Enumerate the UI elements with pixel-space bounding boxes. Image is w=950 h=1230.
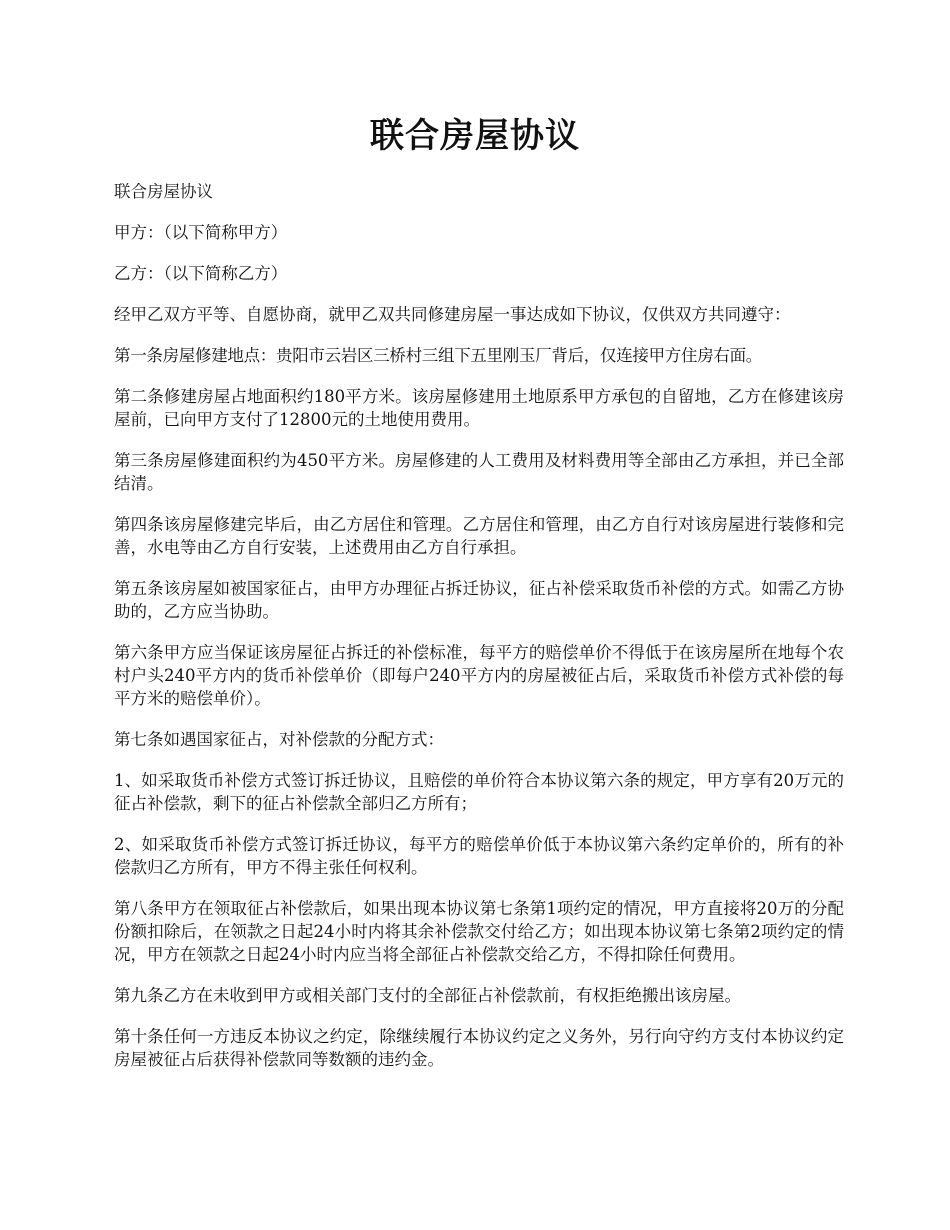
paragraph-heading: 联合房屋协议 — [114, 182, 213, 201]
paragraph-article-9: 第九条乙方在未收到甲方或相关部门支付的全部征占补偿款前，有权拒绝搬出该房屋。 — [114, 986, 741, 1005]
paragraph-preamble: 经甲乙双方平等、自愿协商，就甲乙双共同修建房屋一事达成如下协议，仅供双方共同遵守： — [114, 305, 791, 324]
paragraph-article-1: 第一条房屋修建地点：贵阳市云岩区三桥村三组下五里刚玉厂背后，仅连接甲方住房右面。 — [114, 346, 763, 365]
paragraph-article-4: 第四条该房屋修建完毕后，由乙方居住和管理。乙方居住和管理，由乙方自行对该房屋进行装修和完善，水电等由乙方自行安装，上述费用由乙方自行承担。 — [114, 515, 844, 557]
document-body — [114, 180, 844, 1089]
paragraph-article-3: 第三条房屋修建面积约为450平方米。房屋修建的人工费用及材料费用等全部由乙方承担，并已全部结清。 — [114, 451, 844, 493]
paragraph-article-2: 第二条修建房屋占地面积约180平方米。该房屋修建用土地原系甲方承包的自留地，乙方在修建该房屋前，已向甲方支付了12800元的土地使用费用。 — [114, 387, 844, 429]
paragraph-article-7: 第七条如遇国家征占，对补偿款的分配方式： — [114, 730, 444, 749]
paragraph-article-10: 第十条任何一方违反本协议之约定，除继续履行本协议约定之义务外，另行向守约方支付本协议约定房屋被征占后获得补偿款同等数额的违约金。 — [114, 1027, 844, 1069]
paragraph-article-7-item-2: 2、如采取货币补偿方式签订拆迁协议，每平方的赔偿单价低于本协议第六条约定单价的，所有的补偿款归乙方所有，甲方不得主张任何权利。 — [114, 835, 844, 877]
paragraph-article-7-item-1: 1、如采取货币补偿方式签订拆迁协议，且赔偿的单价符合本协议第六条的规定，甲方享有20万元的征占补偿款，剩下的征占补偿款全部归乙方所有； — [114, 771, 844, 813]
paragraph-article-8: 第八条甲方在领取征占补偿款后，如果出现本协议第七条第1项约定的情况，甲方直接将20万的分配份额扣除后，在领款之日起24小时内将其余补偿款交付给乙方；如出现本协议第七条第2项约定的情况，甲方在领款之日起24小时内应当将全部征占补偿款交给乙方，不得扣除任何费用。 — [114, 899, 844, 964]
paragraph-party-a: 甲方：（以下简称甲方） — [114, 223, 288, 242]
paragraph-article-5: 第五条该房屋如被国家征占，由甲方办理征占拆迁协议，征占补偿采取货币补偿的方式。如需乙方协助的，乙方应当协助。 — [114, 579, 844, 621]
paragraph-party-b: 乙方：（以下简称乙方） — [114, 264, 288, 283]
document-title: 联合房屋协议 — [370, 116, 580, 156]
paragraph-article-6: 第六条甲方应当保证该房屋征占拆迁的补偿标准，每平方的赔偿单价不得低于在该房屋所在地每个农村户头240平方内的货币补偿单价（即每户240平方内的房屋被征占后，采取货币补偿方式补偿的每平方米的赔偿单价）。 — [114, 643, 844, 708]
